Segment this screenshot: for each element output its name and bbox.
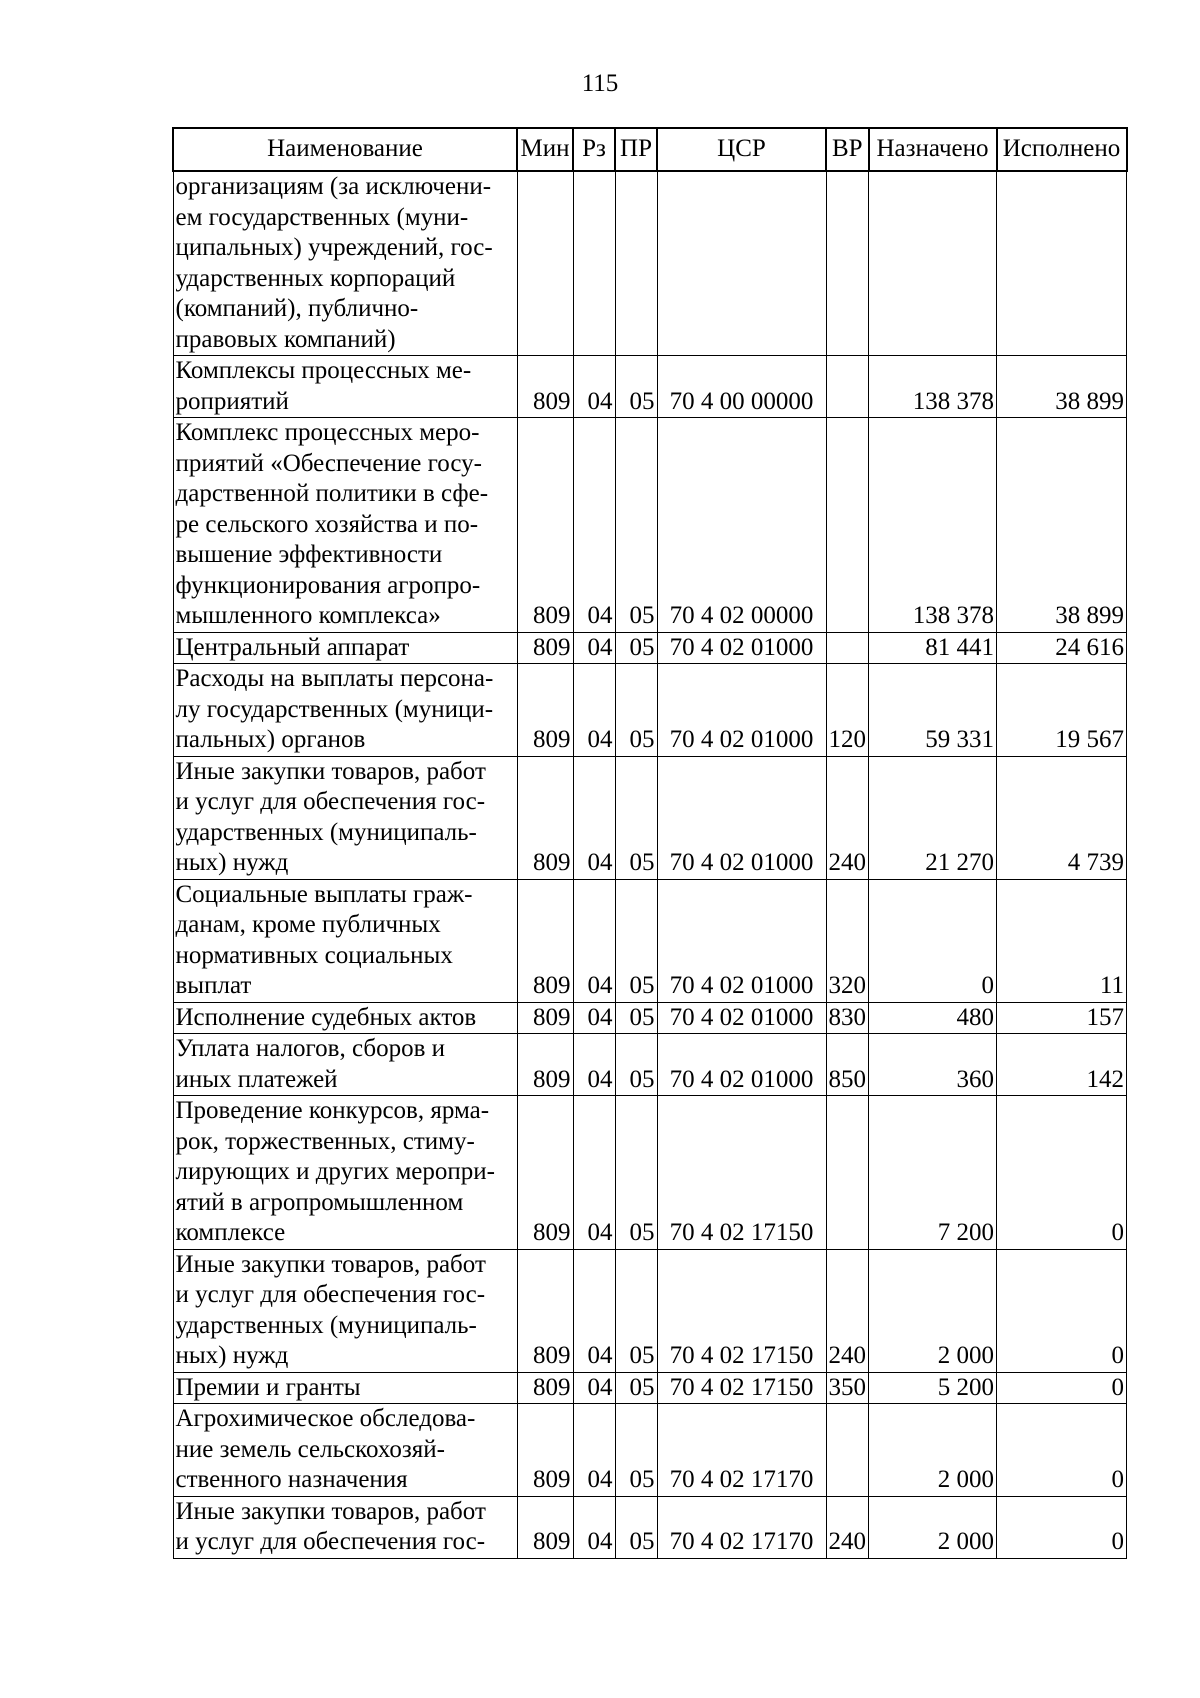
row-pr-cell: 05 (615, 356, 657, 418)
row-csr-cell: 70 4 02 17170 (657, 1404, 826, 1497)
row-min-cell: 809 (517, 632, 573, 664)
row-assigned-cell: 7 200 (869, 1096, 997, 1250)
row-csr-cell: 70 4 02 01000 (657, 1002, 826, 1034)
row-rz-cell: 04 (573, 418, 615, 633)
row-rz-cell: 04 (573, 879, 615, 1002)
row-executed-cell: 4 739 (997, 756, 1127, 879)
row-pr-cell: 05 (615, 1249, 657, 1372)
row-rz-cell: 04 (573, 1372, 615, 1404)
budget-table (172, 127, 1128, 1559)
row-pr-cell: 05 (615, 879, 657, 1002)
row-min-cell: 809 (517, 1096, 573, 1250)
row-executed-cell: 24 616 (997, 632, 1127, 664)
table-row (173, 356, 1127, 418)
row-executed-cell: 11 (997, 879, 1127, 1002)
row-rz-cell: 04 (573, 1249, 615, 1372)
row-name-cell: Иные закупки товаров, работ и услуг для обеспечения гос- ударственных (муниципаль- ных) нужд (173, 756, 517, 879)
row-min-cell (517, 171, 573, 356)
column-header-name: Наименование (173, 128, 517, 171)
row-name-cell: Социальные выплаты граж- данам, кроме публичных нормативных социальных выплат (173, 879, 517, 1002)
row-csr-cell: 70 4 02 01000 (657, 1034, 826, 1096)
row-vr-cell: 850 (826, 1034, 869, 1096)
table-row (173, 756, 1127, 879)
row-assigned-cell: 2 000 (869, 1249, 997, 1372)
row-rz-cell: 04 (573, 356, 615, 418)
row-vr-cell (826, 171, 869, 356)
row-csr-cell: 70 4 02 17150 (657, 1372, 826, 1404)
row-pr-cell: 05 (615, 1034, 657, 1096)
row-rz-cell: 04 (573, 1002, 615, 1034)
page-number: 115 (581, 70, 619, 97)
row-pr-cell: 05 (615, 418, 657, 633)
row-assigned-cell: 480 (869, 1002, 997, 1034)
row-pr-cell: 05 (615, 664, 657, 757)
row-rz-cell (573, 171, 615, 356)
row-rz-cell: 04 (573, 756, 615, 879)
row-name-cell: Проведение конкурсов, ярма- рок, торжественных, стиму- лирующих и других меропри- ятий в агропромышленном комплексе (173, 1096, 517, 1250)
row-assigned-cell: 360 (869, 1034, 997, 1096)
table-row (173, 171, 1127, 356)
row-assigned-cell: 138 378 (869, 356, 997, 418)
row-vr-cell (826, 418, 869, 633)
table-body (173, 171, 1127, 1558)
row-min-cell: 809 (517, 756, 573, 879)
row-name-cell: Исполнение судебных актов (173, 1002, 517, 1034)
row-name-cell: Агрохимическое обследова- ние земель сельскохозяй- ственного назначения (173, 1404, 517, 1497)
column-header-csr: ЦСР (657, 128, 826, 171)
row-pr-cell: 05 (615, 1096, 657, 1250)
row-min-cell: 809 (517, 664, 573, 757)
row-name-cell: организациям (за исключени- ем государственных (муни- ципальных) учреждений, гос- ударственных корпораций (компаний), публично- правовых компаний) (173, 171, 517, 356)
row-pr-cell: 05 (615, 1404, 657, 1497)
row-min-cell: 809 (517, 418, 573, 633)
row-vr-cell (826, 356, 869, 418)
column-header-vr: ВР (826, 128, 869, 171)
row-assigned-cell: 5 200 (869, 1372, 997, 1404)
row-min-cell: 809 (517, 356, 573, 418)
table-row (173, 418, 1127, 633)
table-row (173, 1404, 1127, 1497)
row-rz-cell: 04 (573, 1096, 615, 1250)
row-min-cell: 809 (517, 1002, 573, 1034)
row-executed-cell: 38 899 (997, 418, 1127, 633)
row-pr-cell: 05 (615, 632, 657, 664)
column-header-min: Мин (517, 128, 573, 171)
table-row (173, 1096, 1127, 1250)
row-csr-cell: 70 4 02 01000 (657, 632, 826, 664)
row-vr-cell: 350 (826, 1372, 869, 1404)
row-rz-cell: 04 (573, 664, 615, 757)
row-assigned-cell: 2 000 (869, 1496, 997, 1558)
row-vr-cell: 120 (826, 664, 869, 757)
row-executed-cell (997, 171, 1127, 356)
row-rz-cell: 04 (573, 1034, 615, 1096)
row-executed-cell: 157 (997, 1002, 1127, 1034)
row-executed-cell: 142 (997, 1034, 1127, 1096)
row-executed-cell: 0 (997, 1404, 1127, 1497)
row-name-cell: Расходы на выплаты персона- лу государственных (муници- пальных) органов (173, 664, 517, 757)
row-vr-cell: 240 (826, 1496, 869, 1558)
table-row (173, 1002, 1127, 1034)
row-name-cell: Комплексы процессных ме- роприятий (173, 356, 517, 418)
row-csr-cell: 70 4 02 17150 (657, 1249, 826, 1372)
row-csr-cell: 70 4 02 00000 (657, 418, 826, 633)
row-vr-cell: 830 (826, 1002, 869, 1034)
table-row (173, 1249, 1127, 1372)
row-vr-cell: 320 (826, 879, 869, 1002)
row-csr-cell: 70 4 02 01000 (657, 879, 826, 1002)
row-executed-cell: 0 (997, 1096, 1127, 1250)
row-vr-cell (826, 1404, 869, 1497)
row-min-cell: 809 (517, 1404, 573, 1497)
row-executed-cell: 19 567 (997, 664, 1127, 757)
row-min-cell: 809 (517, 1034, 573, 1096)
row-min-cell: 809 (517, 1249, 573, 1372)
table-row (173, 1034, 1127, 1096)
row-rz-cell: 04 (573, 1496, 615, 1558)
row-executed-cell: 38 899 (997, 356, 1127, 418)
column-header-rz: Рз (573, 128, 615, 171)
row-min-cell: 809 (517, 1372, 573, 1404)
table-row (173, 664, 1127, 757)
row-vr-cell (826, 632, 869, 664)
row-name-cell: Иные закупки товаров, работ и услуг для обеспечения гос- (173, 1496, 517, 1558)
row-csr-cell: 70 4 02 01000 (657, 756, 826, 879)
row-rz-cell: 04 (573, 632, 615, 664)
row-csr-cell: 70 4 00 00000 (657, 356, 826, 418)
row-pr-cell: 05 (615, 756, 657, 879)
table-row (173, 632, 1127, 664)
row-executed-cell: 0 (997, 1496, 1127, 1558)
row-assigned-cell: 138 378 (869, 418, 997, 633)
column-header-assigned: Назначено (869, 128, 997, 171)
row-name-cell: Уплата налогов, сборов и иных платежей (173, 1034, 517, 1096)
row-vr-cell: 240 (826, 1249, 869, 1372)
row-csr-cell: 70 4 02 17170 (657, 1496, 826, 1558)
table-row (173, 879, 1127, 1002)
row-csr-cell (657, 171, 826, 356)
row-pr-cell: 05 (615, 1002, 657, 1034)
row-assigned-cell: 2 000 (869, 1404, 997, 1497)
column-header-pr: ПР (615, 128, 657, 171)
table-row (173, 1496, 1127, 1558)
row-min-cell: 809 (517, 879, 573, 1002)
row-assigned-cell: 0 (869, 879, 997, 1002)
row-name-cell: Иные закупки товаров, работ и услуг для обеспечения гос- ударственных (муниципаль- ных) нужд (173, 1249, 517, 1372)
row-assigned-cell: 21 270 (869, 756, 997, 879)
row-vr-cell: 240 (826, 756, 869, 879)
row-min-cell: 809 (517, 1496, 573, 1558)
row-csr-cell: 70 4 02 01000 (657, 664, 826, 757)
row-rz-cell: 04 (573, 1404, 615, 1497)
column-header-executed: Исполнено (997, 128, 1127, 171)
row-pr-cell (615, 171, 657, 356)
row-assigned-cell: 81 441 (869, 632, 997, 664)
row-vr-cell (826, 1096, 869, 1250)
row-csr-cell: 70 4 02 17150 (657, 1096, 826, 1250)
row-pr-cell: 05 (615, 1372, 657, 1404)
row-executed-cell: 0 (997, 1249, 1127, 1372)
row-name-cell: Комплекс процессных меро- приятий «Обеспечение госу- дарственной политики в сфе- ре сельского хозяйства и по- вышение эффективности функционирования агропро- мышленного комплекса» (173, 418, 517, 633)
header-row (173, 128, 1127, 171)
row-assigned-cell: 59 331 (869, 664, 997, 757)
row-assigned-cell (869, 171, 997, 356)
row-pr-cell: 05 (615, 1496, 657, 1558)
table-row (173, 1372, 1127, 1404)
row-name-cell: Премии и гранты (173, 1372, 517, 1404)
row-executed-cell: 0 (997, 1372, 1127, 1404)
row-name-cell: Центральный аппарат (173, 632, 517, 664)
